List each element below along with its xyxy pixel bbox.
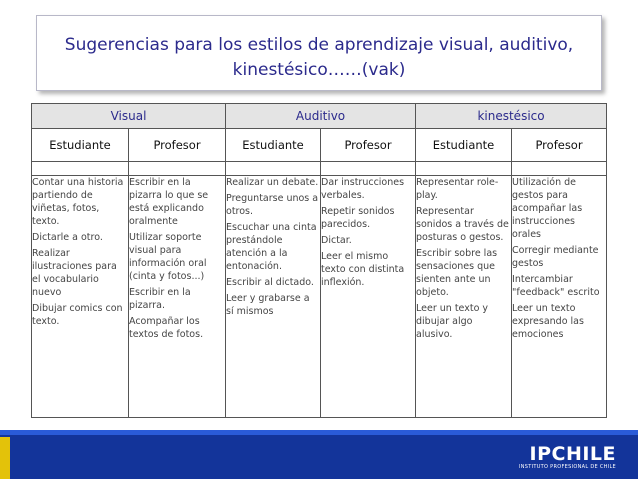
- cell-kinestesico-profesor: [512, 176, 607, 418]
- ipchile-logo: [519, 443, 616, 470]
- cell-item: Dictarle a otro.: [32, 232, 103, 243]
- cell-item: Repetir sonidos parecidos.: [321, 206, 395, 230]
- cell-item: Corregir mediante gestos: [512, 245, 599, 269]
- cell-item: Utilización de gestos para acompañar las instrucciones orales: [512, 177, 583, 240]
- cell-item: Realizar un debate.: [226, 177, 319, 188]
- cell-item: Escribir en la pizarra lo que se está explicando oralmente: [129, 177, 209, 227]
- cell-item: Dar instrucciones verbales.: [321, 177, 405, 201]
- gap-cell: [32, 162, 129, 176]
- cell-item: Representar role-play.: [416, 177, 499, 201]
- cell-item: Preguntarse unos a otros.: [226, 193, 319, 217]
- cell-item: Representar sonidos a través de posturas o gestos.: [416, 206, 509, 243]
- cell-item: Leer el mismo texto con distinta inflexión.: [321, 251, 405, 288]
- subheader-profesor-visual: Profesor: [129, 129, 226, 162]
- cell-item: Dibujar comics con texto.: [32, 303, 123, 327]
- cell-item: Escribir al dictado.: [226, 277, 314, 288]
- subheader-estudiante-kinestesico: Estudiante: [416, 129, 512, 162]
- group-header-kinestesico: kinestésico: [416, 104, 607, 129]
- cell-item: Contar una historia partiendo de viñetas, fotos, texto.: [32, 177, 124, 227]
- gap-cell: [416, 162, 512, 176]
- gap-cell: [226, 162, 321, 176]
- cell-item: Dictar.: [321, 235, 352, 246]
- cell-item: Escribir sobre las sensaciones que sienten ante un objeto.: [416, 248, 498, 298]
- cell-item: Escribir en la pizarra.: [129, 287, 191, 311]
- title-line-1: Sugerencias para los estilos de aprendizaje visual, auditivo,: [64, 35, 574, 55]
- cell-item: Leer y grabarse a sí mismos: [226, 293, 310, 317]
- subheader-profesor-auditivo: Profesor: [321, 129, 416, 162]
- subheader-estudiante-visual: Estudiante: [32, 129, 129, 162]
- cell-item: Intercambiar "feedback" escrito: [512, 274, 600, 298]
- subheader-estudiante-auditivo: Estudiante: [226, 129, 321, 162]
- logo-tagline: INSTITUTO PROFESIONAL DE CHILE: [518, 464, 616, 470]
- cell-item: Leer un texto y dibujar algo alusivo.: [416, 303, 489, 340]
- gap-cell: [129, 162, 226, 176]
- footer-accent-stripe: [0, 437, 10, 479]
- cell-kinestesico-estudiante: [416, 176, 512, 418]
- cell-auditivo-profesor: [321, 176, 416, 418]
- vak-table: [31, 103, 607, 418]
- cell-auditivo-estudiante: [226, 176, 321, 418]
- cell-visual-estudiante: [32, 176, 129, 418]
- logo-wordmark: IPCHILE: [529, 443, 616, 465]
- gap-cell: [321, 162, 416, 176]
- group-header-visual: Visual: [32, 104, 226, 129]
- title-box: [36, 15, 602, 91]
- slide-title: [37, 33, 601, 83]
- title-line-2: kinestésico……(vak): [232, 60, 406, 80]
- group-header-auditivo: Auditivo: [226, 104, 416, 129]
- cell-item: Utilizar soporte visual para información oral (cinta y fotos...): [129, 232, 207, 282]
- cell-item: Escuchar una cinta prestándole atención a la entonación.: [226, 222, 317, 272]
- gap-cell: [512, 162, 607, 176]
- cell-item: Acompañar los textos de fotos.: [129, 316, 204, 340]
- cell-item: Leer un texto expresando las emociones: [512, 303, 584, 340]
- cell-visual-profesor: [129, 176, 226, 418]
- subheader-profesor-kinestesico: Profesor: [512, 129, 607, 162]
- cell-item: Realizar ilustraciones para el vocabulario nuevo: [32, 248, 117, 298]
